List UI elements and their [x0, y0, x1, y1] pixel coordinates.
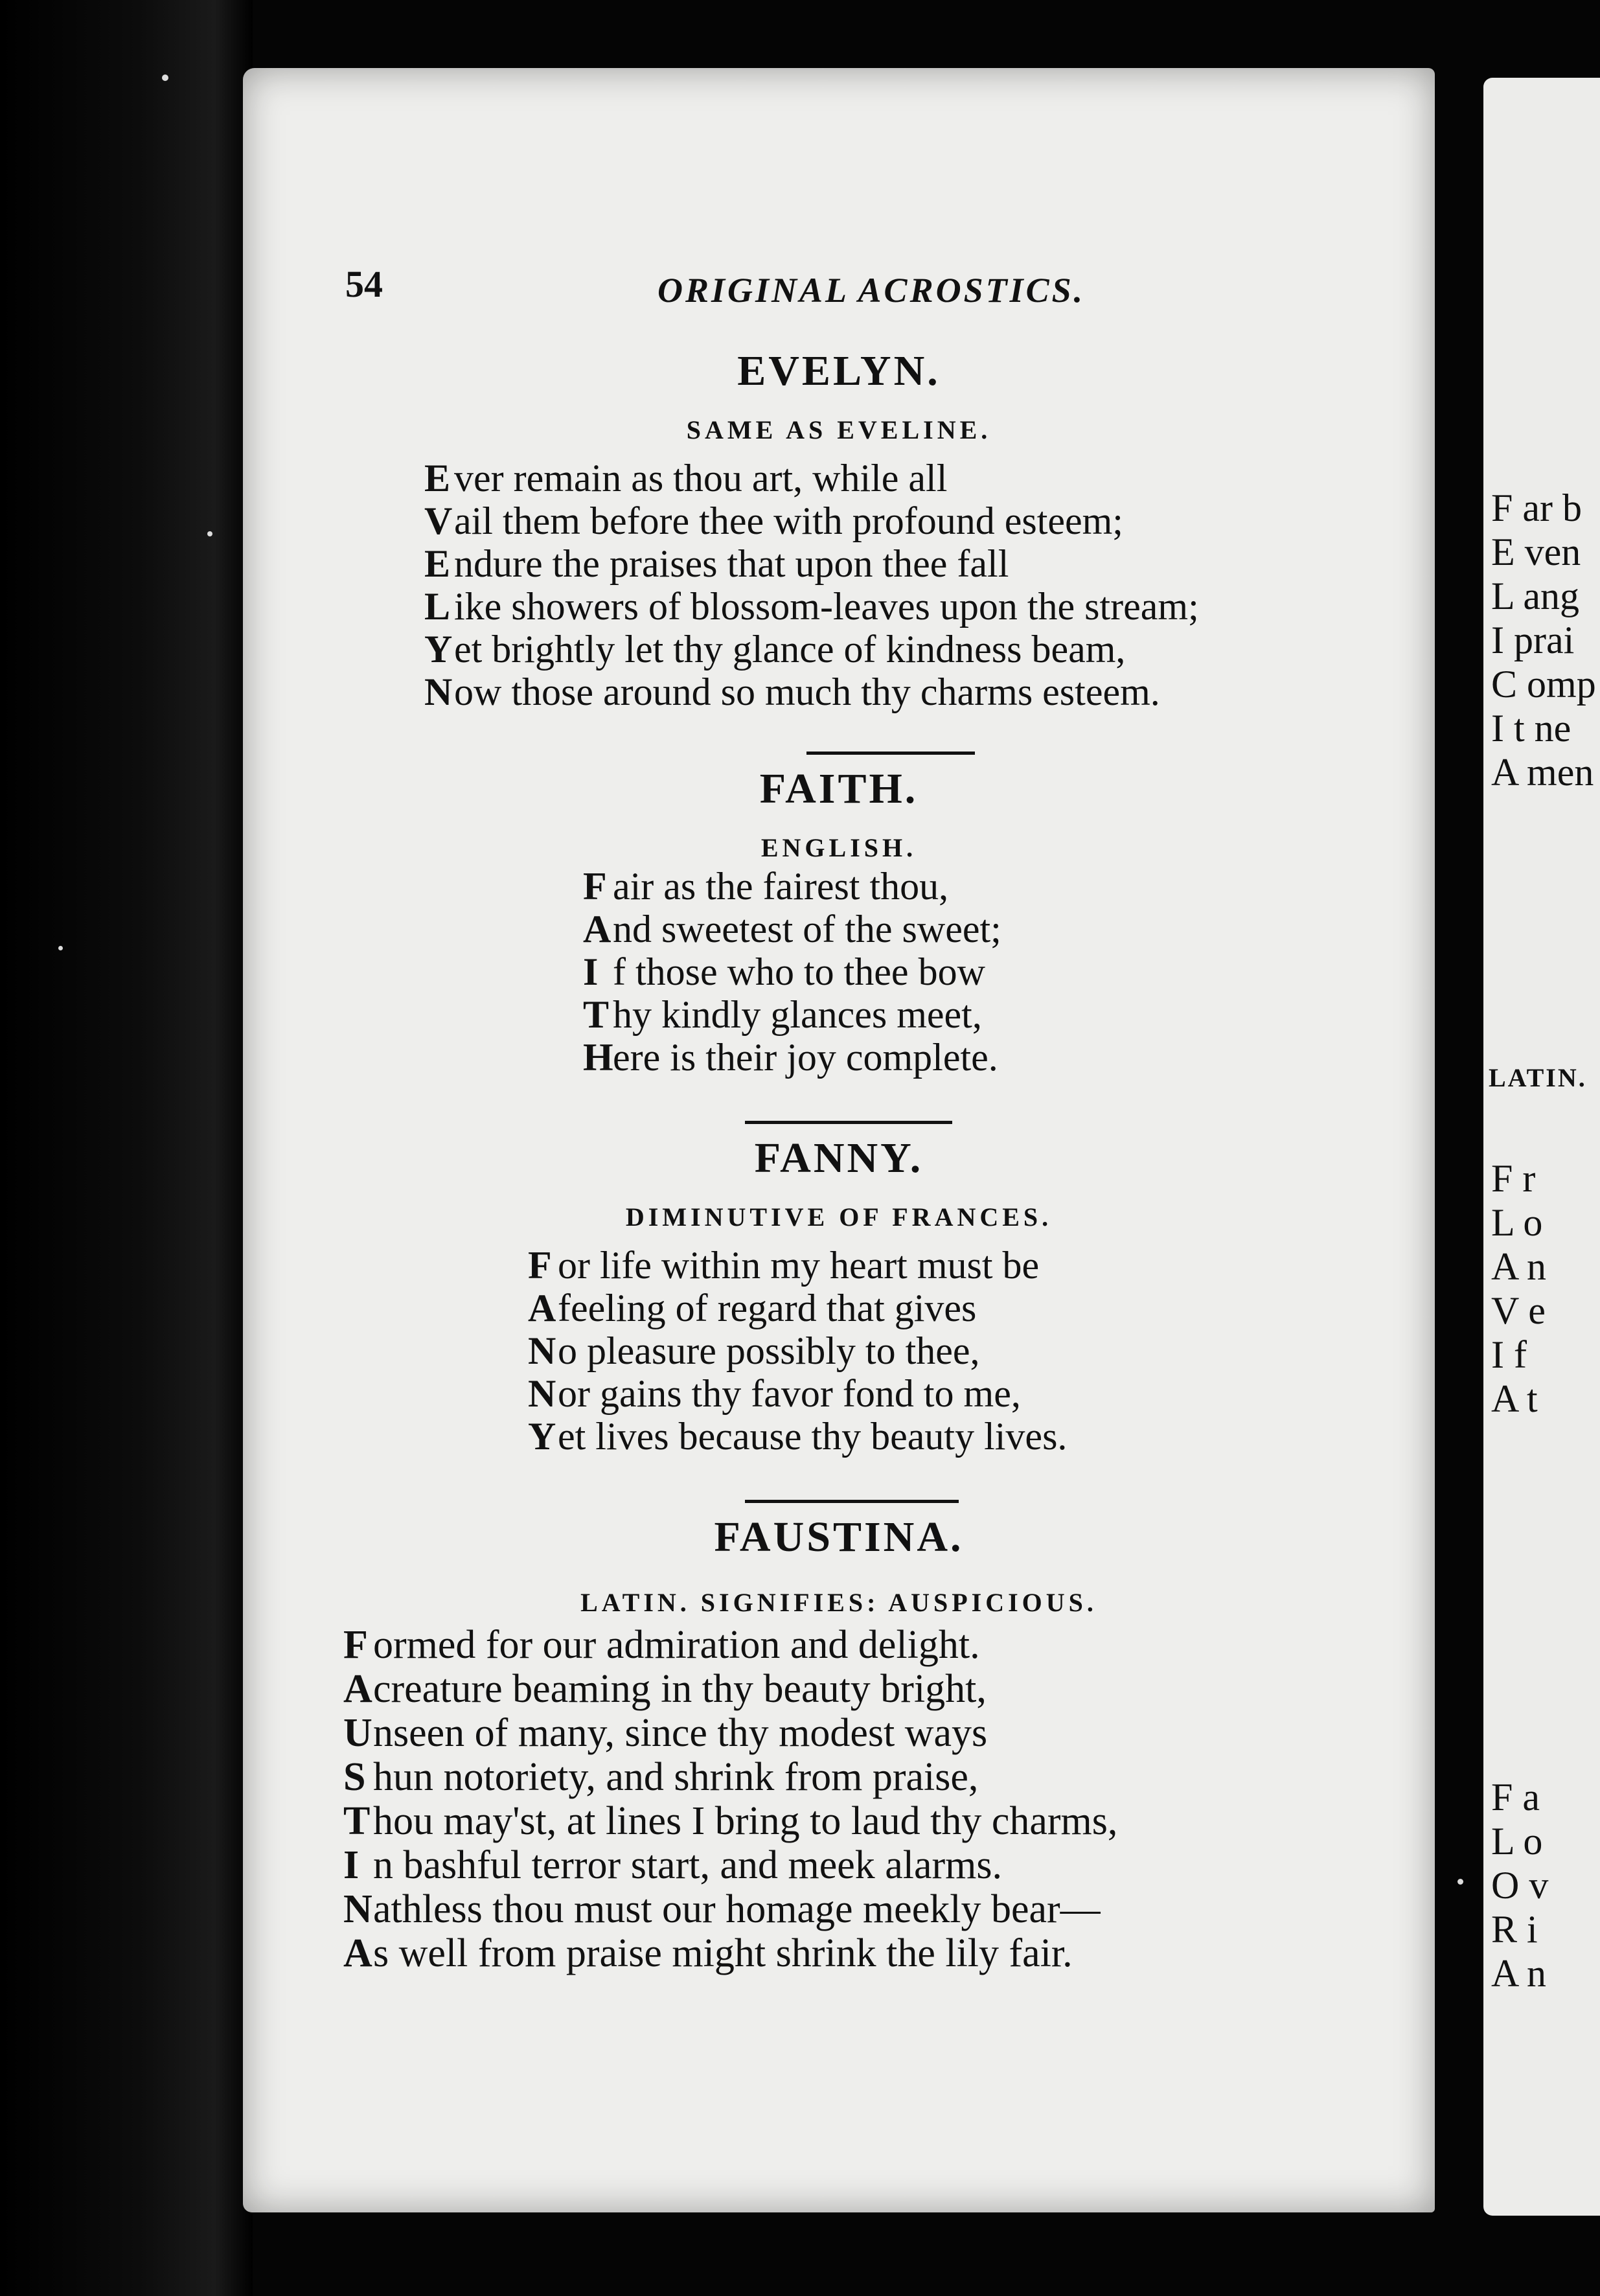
poem-title-faustina: FAUSTINA.: [714, 1513, 964, 1561]
poem-fanny: [528, 1244, 1067, 1458]
dust-speck: [162, 75, 168, 81]
poem-subtitle-faustina: LATIN. SIGNIFIES: AUSPICIOUS.: [580, 1588, 1097, 1617]
verse-line: Unseen of many, since thy modest ways: [343, 1711, 988, 1755]
section-divider: [745, 1121, 952, 1124]
verse-line: Vail them before thee with profound esteem;: [424, 499, 1123, 542]
dust-speck: [58, 946, 63, 950]
verse-line: Here is their joy complete.: [583, 1036, 998, 1079]
poem-subtitle-evelyn: SAME AS EVELINE.: [686, 415, 992, 444]
book-spine-shadow: [0, 0, 253, 2296]
verse-line: Afeeling of regard that gives: [528, 1287, 977, 1329]
verse-line: Now those around so much thy charms esteem.: [424, 671, 1160, 713]
verse-line: Acreature beaming in thy beauty bright,: [343, 1667, 987, 1711]
dust-speck: [1457, 1879, 1463, 1885]
verse-line: F air as the fairest thou,: [583, 865, 949, 908]
facing-page-label: LATIN.: [1489, 1063, 1587, 1092]
poem-title-faith: FAITH.: [759, 765, 919, 812]
section-divider: [806, 752, 975, 755]
poem-evelyn: [424, 457, 1199, 713]
facing-page-block-2: F r L o A n V e I f A t: [1491, 1157, 1547, 1420]
verse-line: Thy kindly glances meet,: [583, 993, 982, 1036]
page-number: 54: [345, 263, 383, 305]
facing-page-fragment: [1483, 78, 1600, 2216]
verse-line: I n bashful terror start, and meek alarms.: [343, 1843, 1002, 1887]
verse-line: Yet brightly let thy glance of kindness beam,: [424, 628, 1126, 671]
verse-line: Endure the praises that upon thee fall: [424, 542, 1009, 585]
verse-line: F or life within my heart must be: [528, 1244, 1040, 1287]
verse-line: And sweetest of the sweet;: [583, 908, 1001, 950]
running-title: ORIGINAL ACROSTICS.: [657, 271, 1086, 310]
verse-line: I f those who to thee bow: [583, 950, 985, 993]
facing-page-block-3: F a L o O v R i A n: [1491, 1776, 1549, 1995]
verse-line: Thou may'st, at lines I bring to laud thy charms,: [343, 1799, 1118, 1843]
verse-line: F ormed for our admiration and delight.: [343, 1623, 980, 1667]
poem-title-fanny: FANNY.: [754, 1134, 924, 1182]
poem-subtitle-faith: ENGLISH.: [760, 833, 917, 862]
poem-faith: [583, 865, 1001, 1079]
dust-speck: [207, 531, 212, 536]
verse-line: Nathless thou must our homage meekly bear—: [343, 1887, 1101, 1931]
section-divider: [745, 1500, 959, 1503]
verse-line: As well from praise might shrink the lily fair.: [343, 1931, 1073, 1975]
verse-line: No pleasure possibly to thee,: [528, 1329, 980, 1372]
verse-line: S hun notoriety, and shrink from praise,: [343, 1755, 979, 1799]
verse-line: Yet lives because thy beauty lives.: [528, 1415, 1068, 1458]
poem-subtitle-fanny: DIMINUTIVE OF FRANCES.: [625, 1202, 1053, 1232]
verse-line: Ever remain as thou art, while all: [424, 457, 948, 499]
book-page: [243, 68, 1435, 2212]
verse-line: Nor gains thy favor fond to me,: [528, 1372, 1021, 1415]
verse-line: Like showers of blossom-leaves upon the stream;: [424, 585, 1199, 628]
poem-title-evelyn: EVELYN.: [737, 347, 941, 395]
poem-faustina: [343, 1623, 1117, 1975]
facing-page-block-1: F ar b E ven L ang I prai C omp I t ne A men: [1491, 487, 1596, 794]
